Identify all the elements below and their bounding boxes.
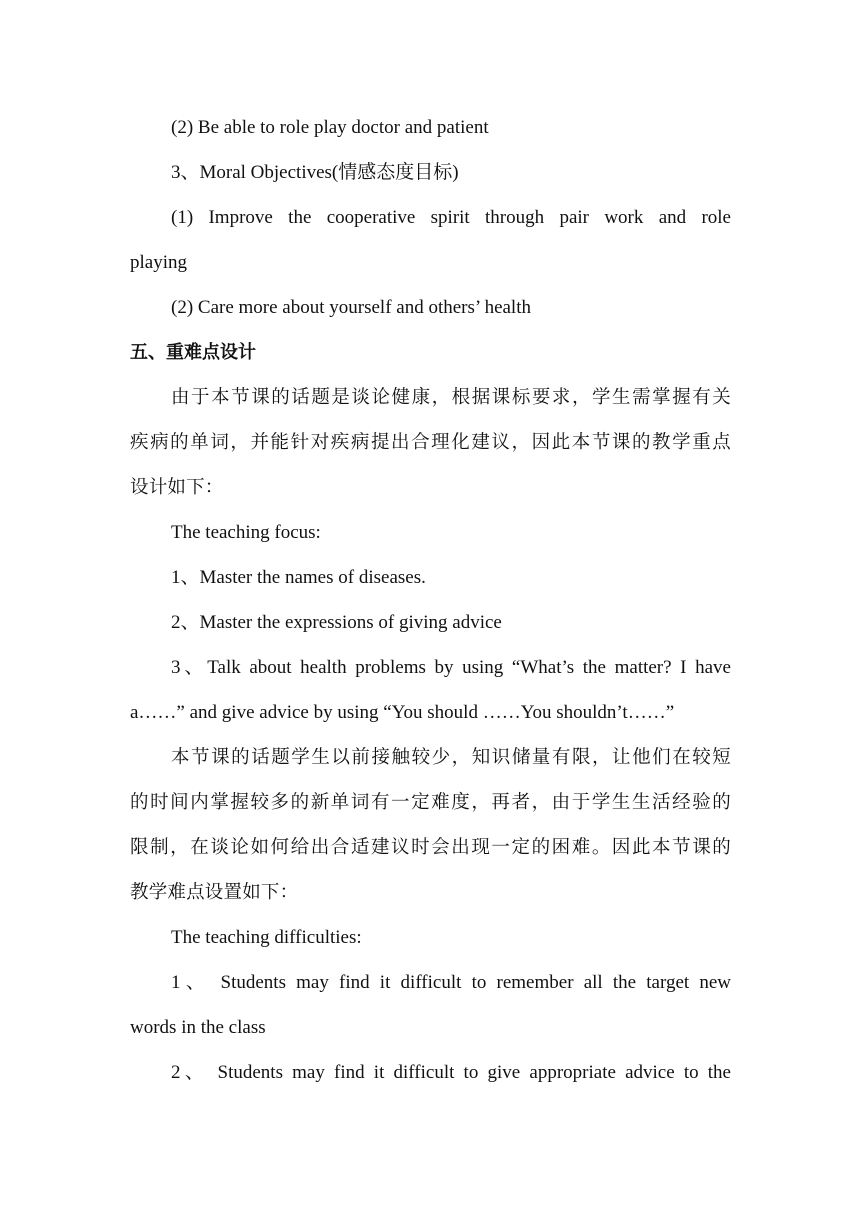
paragraph-line: 设计如下： [130,477,224,498]
teaching-focus-label: The teaching focus: [171,522,321,543]
focus-item: 2、Master the expressions of giving advice [171,612,502,633]
paragraph-line: 教学难点设置如下： [130,882,299,903]
paragraph-line: 疾病的单词，并能针对疾病提出合理化建议，因此本节课的教学重点 [130,432,731,453]
paragraph-line: 本节课的话题学生以前接触较少，知识储量有限，让他们在较短 [171,747,731,768]
teaching-difficulties-label: The teaching difficulties: [171,927,362,948]
objective-line: (2) Be able to role play doctor and patient [171,117,489,138]
focus-item-continued: a……” and give advice by using “You should ……You shouldn’t……” [130,702,675,723]
objective-line: (1) Improve the cooperative spirit through pair work and role [171,207,731,228]
objective-line: (2) Care more about yourself and others’ health [171,297,531,318]
focus-item: 1、Master the names of diseases. [171,567,426,588]
objective-line-continued: playing [130,252,187,273]
difficulty-item: 2、 Students may find it difficult to give appropriate advice to the [171,1062,731,1083]
moral-objectives-heading: 3、Moral Objectives(情感态度目标) [171,162,459,183]
section-heading: 五、重难点设计 [130,342,256,363]
difficulty-item-continued: words in the class [130,1017,266,1038]
paragraph-line: 的时间内掌握较多的新单词有一定难度，再者，由于学生生活经验的 [130,792,731,813]
paragraph-line: 由于本节课的话题是谈论健康，根据课标要求，学生需掌握有关 [171,387,731,408]
focus-item: 3、Talk about health problems by using “What’s the matter? I have [171,657,731,678]
paragraph-line: 限制，在谈论如何给出合适建议时会出现一定的困难。因此本节课的 [130,837,731,858]
difficulty-item: 1、 Students may find it difficult to remember all the target new [171,972,731,993]
